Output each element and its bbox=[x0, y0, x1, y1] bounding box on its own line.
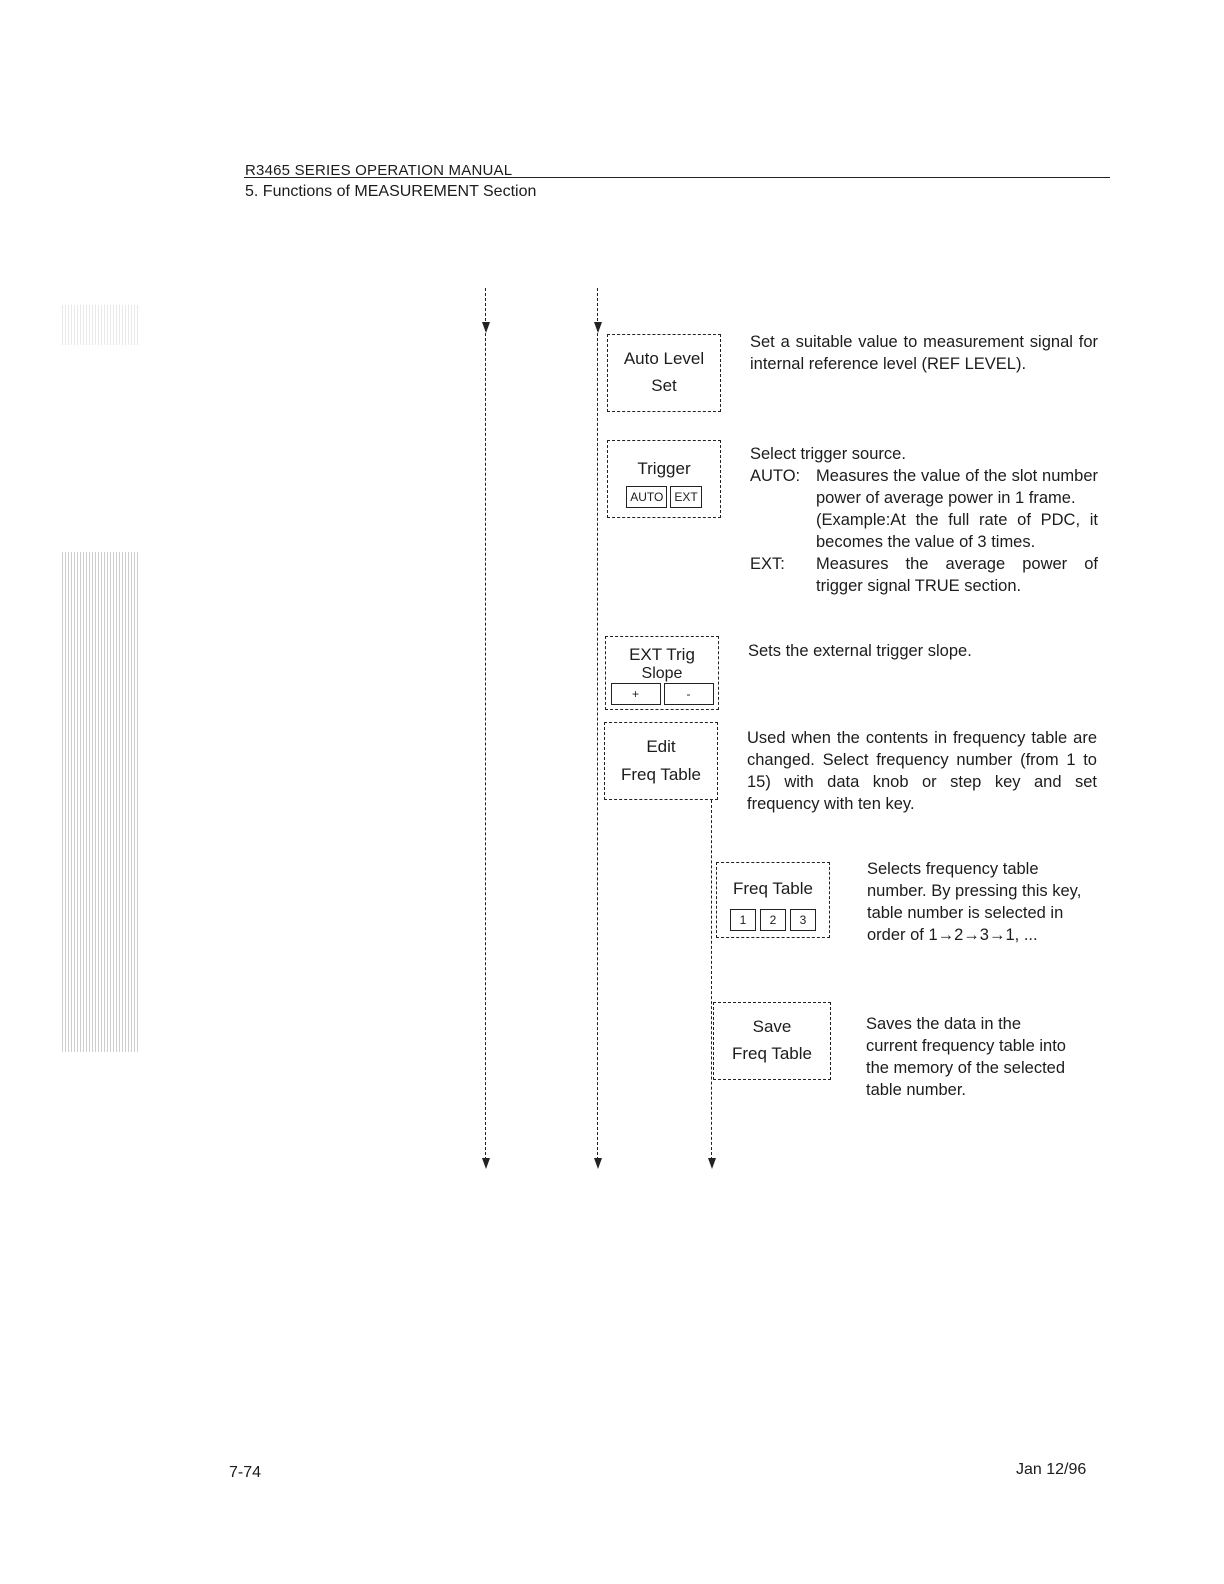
save-freq-description: Saves the data in the current frequency table into the memory of the selected table number. bbox=[866, 1015, 1066, 1099]
table-1-button[interactable]: 1 bbox=[730, 909, 756, 931]
freq-table-label: Freq Table bbox=[620, 765, 701, 784]
trigger-auto-text: Measures the value of the slot number power of average power in 1 frame. bbox=[816, 467, 1098, 507]
freq-table-description: Selects frequency table number. By pressing this key, table number is selected in order of 1→2→3→1, ... bbox=[867, 860, 1082, 944]
trigger-auto-term: AUTO: bbox=[750, 467, 801, 485]
slope-minus-button[interactable]: - bbox=[664, 683, 714, 705]
slope-label: Slope bbox=[641, 665, 683, 682]
revision-date: Jan 12/96 bbox=[1016, 1461, 1087, 1478]
arrow-down-icon bbox=[482, 322, 490, 333]
arrow-down-icon bbox=[708, 1158, 716, 1169]
auto-level-label: Auto Level bbox=[623, 349, 705, 368]
table-3-button[interactable]: 3 bbox=[790, 909, 816, 931]
ext-trig-description: Sets the external trigger slope. bbox=[748, 642, 972, 660]
ext-trig-slope-key[interactable] bbox=[605, 636, 719, 710]
edit-label: Edit bbox=[646, 737, 676, 756]
trigger-intro: Select trigger source. bbox=[750, 445, 906, 463]
auto-level-set-key[interactable] bbox=[607, 334, 721, 412]
manual-title: R3465 SERIES OPERATION MANUAL bbox=[245, 162, 513, 179]
scan-artifact-bottom bbox=[62, 552, 140, 1052]
save-label: Save bbox=[752, 1017, 792, 1036]
trigger-auto-definition bbox=[816, 465, 1098, 553]
page-number: 7-74 bbox=[229, 1464, 262, 1481]
slope-plus-button[interactable]: + bbox=[611, 683, 661, 705]
arrow-down-icon bbox=[594, 1158, 602, 1169]
edit-freq-description: Used when the contents in frequency table are changed. Select frequency number (from 1 to 15) with data knob or step key and set frequency with ten key. bbox=[747, 729, 1097, 813]
flow-line-2 bbox=[597, 288, 598, 1160]
save-freq-table-label: Freq Table bbox=[731, 1044, 812, 1063]
save-freq-table-key[interactable] bbox=[713, 1002, 831, 1080]
table-2-button[interactable]: 2 bbox=[760, 909, 786, 931]
trigger-ext-definition: Measures the average power of trigger signal TRUE section. bbox=[816, 555, 1098, 595]
scan-artifact-top bbox=[62, 305, 140, 345]
freq-table-key[interactable] bbox=[716, 862, 830, 938]
trigger-label: Trigger bbox=[637, 459, 691, 478]
auto-level-description: Set a suitable value to measurement signal for internal reference level (REF LEVEL). bbox=[750, 333, 1098, 373]
trigger-auto-example: (Example:At the full rate of PDC, it becomes the value of 3 times. bbox=[816, 511, 1098, 551]
flow-line-3 bbox=[711, 800, 712, 1160]
trigger-ext-term: EXT: bbox=[750, 555, 785, 573]
flow-line-1 bbox=[485, 288, 486, 1160]
arrow-down-icon bbox=[594, 322, 602, 333]
ext-trig-label: EXT Trig bbox=[629, 645, 695, 664]
section-title: 5. Functions of MEASUREMENT Section bbox=[245, 183, 537, 200]
trigger-ext-button[interactable]: EXT bbox=[670, 486, 701, 508]
trigger-key[interactable] bbox=[607, 440, 721, 518]
freq-table-title: Freq Table bbox=[732, 879, 813, 898]
trigger-auto-button[interactable]: AUTO bbox=[626, 486, 667, 508]
auto-level-set-label: Set bbox=[651, 376, 677, 395]
arrow-down-icon bbox=[482, 1158, 490, 1169]
header-rule bbox=[244, 177, 1110, 178]
edit-freq-table-key[interactable] bbox=[604, 722, 718, 800]
trigger-description bbox=[750, 443, 1098, 597]
